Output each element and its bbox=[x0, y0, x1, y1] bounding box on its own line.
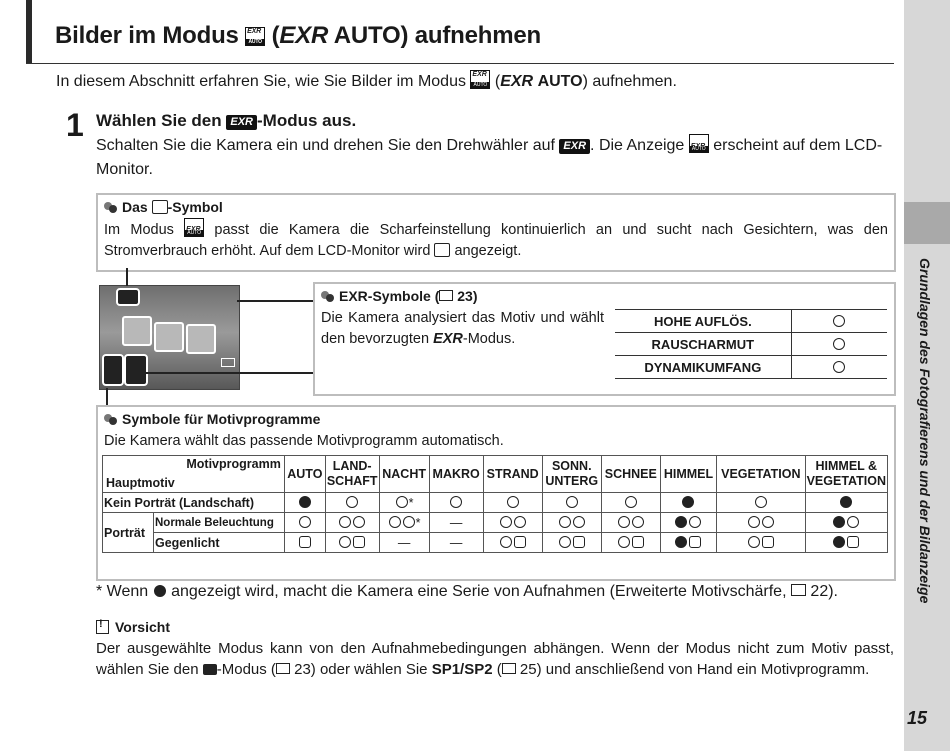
beach-icon bbox=[507, 496, 519, 508]
page-number: 15 bbox=[907, 708, 928, 728]
book-ref-icon bbox=[276, 663, 290, 674]
exr-auto-icon bbox=[245, 27, 265, 46]
sky-icon bbox=[682, 496, 694, 508]
exr-box-title: EXR-Symbole ( 23) bbox=[321, 288, 477, 304]
landscape-icon bbox=[346, 496, 358, 508]
backlight-portrait-icon bbox=[689, 536, 701, 548]
greenery-icon bbox=[748, 536, 760, 548]
greenery-icon bbox=[755, 496, 767, 508]
face-box-text: Im Modus EXR AUTO passt die Kamera die Scharfeinstellung kontinuierlich an und sucht nach Gesichtern, was den Stromverbrauch erhöht. Auf dem LCD-Monitor wird angezeigt. bbox=[104, 218, 888, 262]
step-text: Schalten Sie die Kamera ein und drehen Sie den Drehwähler auf EXR . Die Anzeige EXR AUTO erscheint auf dem LCD-Monitor. bbox=[96, 134, 896, 182]
greenery-icon bbox=[748, 516, 760, 528]
title-accent-bar bbox=[26, 0, 32, 64]
hr-mode-icon bbox=[833, 315, 845, 327]
table-header-row: Motivprogramm Hauptmotiv AUTO LAND-SCHAFT NACHT MAKRO STRAND SONN. UNTERG SCHNEE HIMMEL VEGETATION HIMMEL & VEGETATION bbox=[103, 456, 888, 493]
exr-symbols-table bbox=[615, 309, 887, 379]
chapter-tab-marker bbox=[904, 202, 950, 244]
callout-line bbox=[237, 300, 315, 302]
title-rule bbox=[26, 63, 894, 64]
note-bullet-icon bbox=[104, 414, 118, 424]
face-frame bbox=[122, 316, 152, 346]
exr-auto-icon bbox=[184, 218, 204, 237]
chapter-label: Grundlagen des Fotografierens und der Bildanzeige bbox=[917, 258, 933, 604]
sky-icon bbox=[675, 516, 687, 528]
night-icon bbox=[389, 516, 401, 528]
exr-dial-icon: EXR bbox=[559, 139, 590, 154]
motion-icon bbox=[154, 585, 166, 597]
sky-greenery-icon bbox=[840, 496, 852, 508]
scene-program-table bbox=[102, 455, 888, 553]
backlight-portrait-icon bbox=[573, 536, 585, 548]
table-row: HOHE AUFLÖS. bbox=[615, 310, 887, 333]
table-row: Porträt Normale Beleuchtung * — bbox=[103, 513, 888, 533]
sunset-icon bbox=[559, 536, 571, 548]
portrait-icon bbox=[632, 516, 644, 528]
lcd-monitor-illustration bbox=[99, 285, 240, 390]
step-number: 1 bbox=[66, 107, 84, 143]
step-title: Wählen Sie den EXR -Modus aus. bbox=[96, 111, 357, 130]
scene-box-title: Symbole für Motivprogramme bbox=[104, 411, 320, 427]
beach-icon bbox=[500, 516, 512, 528]
intro-text: In diesem Abschnitt erfahren Sie, wie Sie Bilder im Modus EXR AUTO (EXR AUTO) aufnehmen. bbox=[56, 70, 677, 91]
scene-box-text: Die Kamera wählt das passende Motivprogramm automatisch. bbox=[104, 433, 504, 449]
battery-icon bbox=[221, 358, 235, 367]
caution-title: !Vorsicht bbox=[96, 619, 170, 635]
exr-logo: EXR bbox=[279, 22, 329, 49]
landscape-icon bbox=[339, 516, 351, 528]
snow-icon bbox=[625, 496, 637, 508]
landscape-icon bbox=[339, 536, 351, 548]
sunset-icon bbox=[559, 516, 571, 528]
portrait-icon bbox=[762, 516, 774, 528]
callout-line bbox=[106, 388, 108, 406]
portrait-icon bbox=[847, 516, 859, 528]
snow-icon bbox=[618, 536, 630, 548]
scene-icon bbox=[102, 354, 124, 386]
callout-line bbox=[126, 268, 128, 286]
page-title: Bilder im Modus EXR AUTO (EXR AUTO) aufnehmen bbox=[55, 22, 541, 50]
book-ref-icon bbox=[439, 290, 453, 301]
caution-icon bbox=[96, 620, 109, 634]
portrait-icon bbox=[514, 516, 526, 528]
face-detection-icon bbox=[152, 200, 168, 214]
book-ref-icon bbox=[791, 584, 806, 596]
face-detection-icon bbox=[434, 243, 450, 257]
backlight-portrait-icon bbox=[299, 536, 311, 548]
backlight-portrait-icon bbox=[632, 536, 644, 548]
table-row: RAUSCHARMUT bbox=[615, 333, 887, 356]
face-frame bbox=[186, 324, 216, 354]
portrait-icon bbox=[353, 516, 365, 528]
sky-greenery-icon bbox=[833, 516, 845, 528]
face-symbol-box bbox=[96, 193, 896, 272]
note-bullet-icon bbox=[104, 202, 118, 212]
table-row: Gegenlicht — — bbox=[103, 533, 888, 553]
book-ref-icon bbox=[502, 663, 516, 674]
exr-box-text: Die Kamera analysiert das Motiv und wählt den bevorzugten EXR-Modus. bbox=[321, 310, 604, 347]
auto-scene-icon bbox=[299, 496, 311, 508]
sky-icon bbox=[675, 536, 687, 548]
portrait-icon bbox=[689, 516, 701, 528]
exr-auto-icon bbox=[689, 134, 709, 153]
backlight-portrait-icon bbox=[847, 536, 859, 548]
callout-line bbox=[146, 372, 316, 374]
table-row: Kein Porträt (Landschaft) * bbox=[103, 493, 888, 513]
face-box-title: Das -Symbol bbox=[104, 199, 223, 215]
sky-greenery-icon bbox=[833, 536, 845, 548]
macro-icon bbox=[450, 496, 462, 508]
portrait-icon bbox=[299, 516, 311, 528]
night-icon bbox=[396, 496, 408, 508]
note-bullet-icon bbox=[321, 291, 335, 301]
table-row: DYNAMIKUMFANG bbox=[615, 356, 887, 379]
caution-text: Der ausgewählte Modus kann von den Aufnahmebedingungen abhängen. Wenn der Modus nicht zum Motiv passt, wählen Sie den -Modus ( 23) oder wählen Sie SP1/SP2 ( 25) und anschließend von Hand ein Motivprogramm. bbox=[96, 640, 894, 678]
snow-icon bbox=[618, 516, 630, 528]
corner-header: Motivprogramm Hauptmotiv bbox=[103, 456, 285, 493]
backlight-portrait-icon bbox=[353, 536, 365, 548]
exr-mode-icon: EXR bbox=[226, 115, 257, 130]
camera-auto-icon bbox=[203, 664, 217, 675]
beach-icon bbox=[500, 536, 512, 548]
sunset-icon bbox=[566, 496, 578, 508]
portrait-icon bbox=[573, 516, 585, 528]
sn-mode-icon bbox=[833, 338, 845, 350]
footnote: * Wenn angezeigt wird, macht die Kamera eine Serie von Aufnahmen (Erweiterte Motivschärfe, 22). bbox=[96, 583, 838, 600]
exr-auto-icon bbox=[470, 70, 490, 89]
dr-mode-icon bbox=[833, 361, 845, 373]
exr-mode-indicator-icon bbox=[124, 354, 148, 386]
face-detection-icon bbox=[116, 288, 140, 306]
backlight-portrait-icon bbox=[762, 536, 774, 548]
backlight-portrait-icon bbox=[514, 536, 526, 548]
face-frame bbox=[154, 322, 184, 352]
portrait-icon bbox=[403, 516, 415, 528]
